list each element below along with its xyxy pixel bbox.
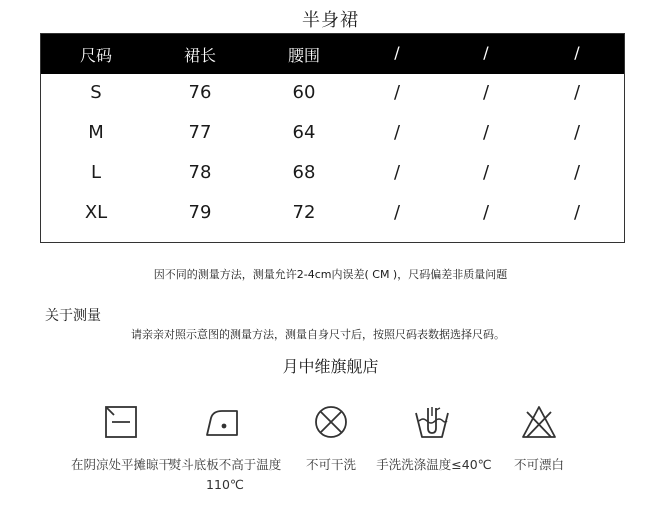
care-label-iron: 熨斗底板不高于温度110℃: [168, 457, 282, 492]
table-cell: /: [482, 122, 490, 143]
table-cell: 78: [188, 162, 212, 183]
line-dry-shade-icon: [103, 404, 139, 440]
table-cell: /: [573, 122, 581, 143]
size-table: [40, 33, 625, 243]
table-cell: 79: [188, 202, 212, 223]
table-cell: /: [393, 82, 401, 103]
iron-low-temp-icon: [204, 404, 240, 440]
header-cell: /: [394, 43, 400, 62]
header-cell: 尺码: [79, 46, 113, 65]
table-cell: 60: [292, 82, 316, 103]
about-measurement-title: 关于测量: [45, 308, 101, 324]
table-cell: /: [573, 162, 581, 183]
table-cell: 77: [188, 122, 212, 143]
care-label-no-bleach: 不可漂白: [513, 457, 564, 472]
table-cell: 76: [188, 82, 212, 103]
header-cell: /: [574, 43, 580, 62]
table-cell: 64: [292, 122, 316, 143]
store-name: 月中维旗舰店: [282, 357, 379, 376]
header-cell: 裙长: [183, 46, 217, 65]
table-cell: 72: [292, 202, 316, 223]
header-cell: 腰围: [287, 46, 321, 65]
table-cell: /: [482, 162, 490, 183]
table-cell: /: [573, 202, 581, 223]
care-label-line-dry: 在阴凉处平摊晾干: [70, 457, 171, 472]
table-cell: XL: [84, 202, 108, 223]
page-title: 半身裙: [302, 10, 359, 31]
no-bleach-icon: [521, 404, 557, 440]
table-cell: /: [482, 202, 490, 223]
table-cell: L: [90, 162, 102, 183]
table-cell: /: [482, 82, 490, 103]
table-cell: /: [573, 82, 581, 103]
table-cell: /: [393, 122, 401, 143]
table-cell: /: [393, 162, 401, 183]
header-cell: /: [483, 43, 489, 62]
table-cell: 68: [292, 162, 316, 183]
care-label-no-dry-clean: 不可干洗: [305, 457, 356, 472]
hand-wash-icon: [414, 404, 450, 440]
table-cell: /: [393, 202, 401, 223]
no-tumble-dry-icon: [313, 404, 349, 440]
table-cell: S: [90, 82, 102, 103]
care-label-hand-wash: 手洗洗涤温度≤40℃: [376, 457, 492, 472]
about-measurement-text: 请亲亲对照示意图的测量方法，测量自身尺寸后，按照尺码表数据选择尺码。: [131, 328, 505, 341]
measurement-notice: 因不同的测量方法，测量允许2-4cm内误差( CM )，尺码偏差非质量问题: [153, 268, 508, 281]
table-cell: M: [88, 122, 104, 143]
table-header-row: [41, 34, 624, 74]
